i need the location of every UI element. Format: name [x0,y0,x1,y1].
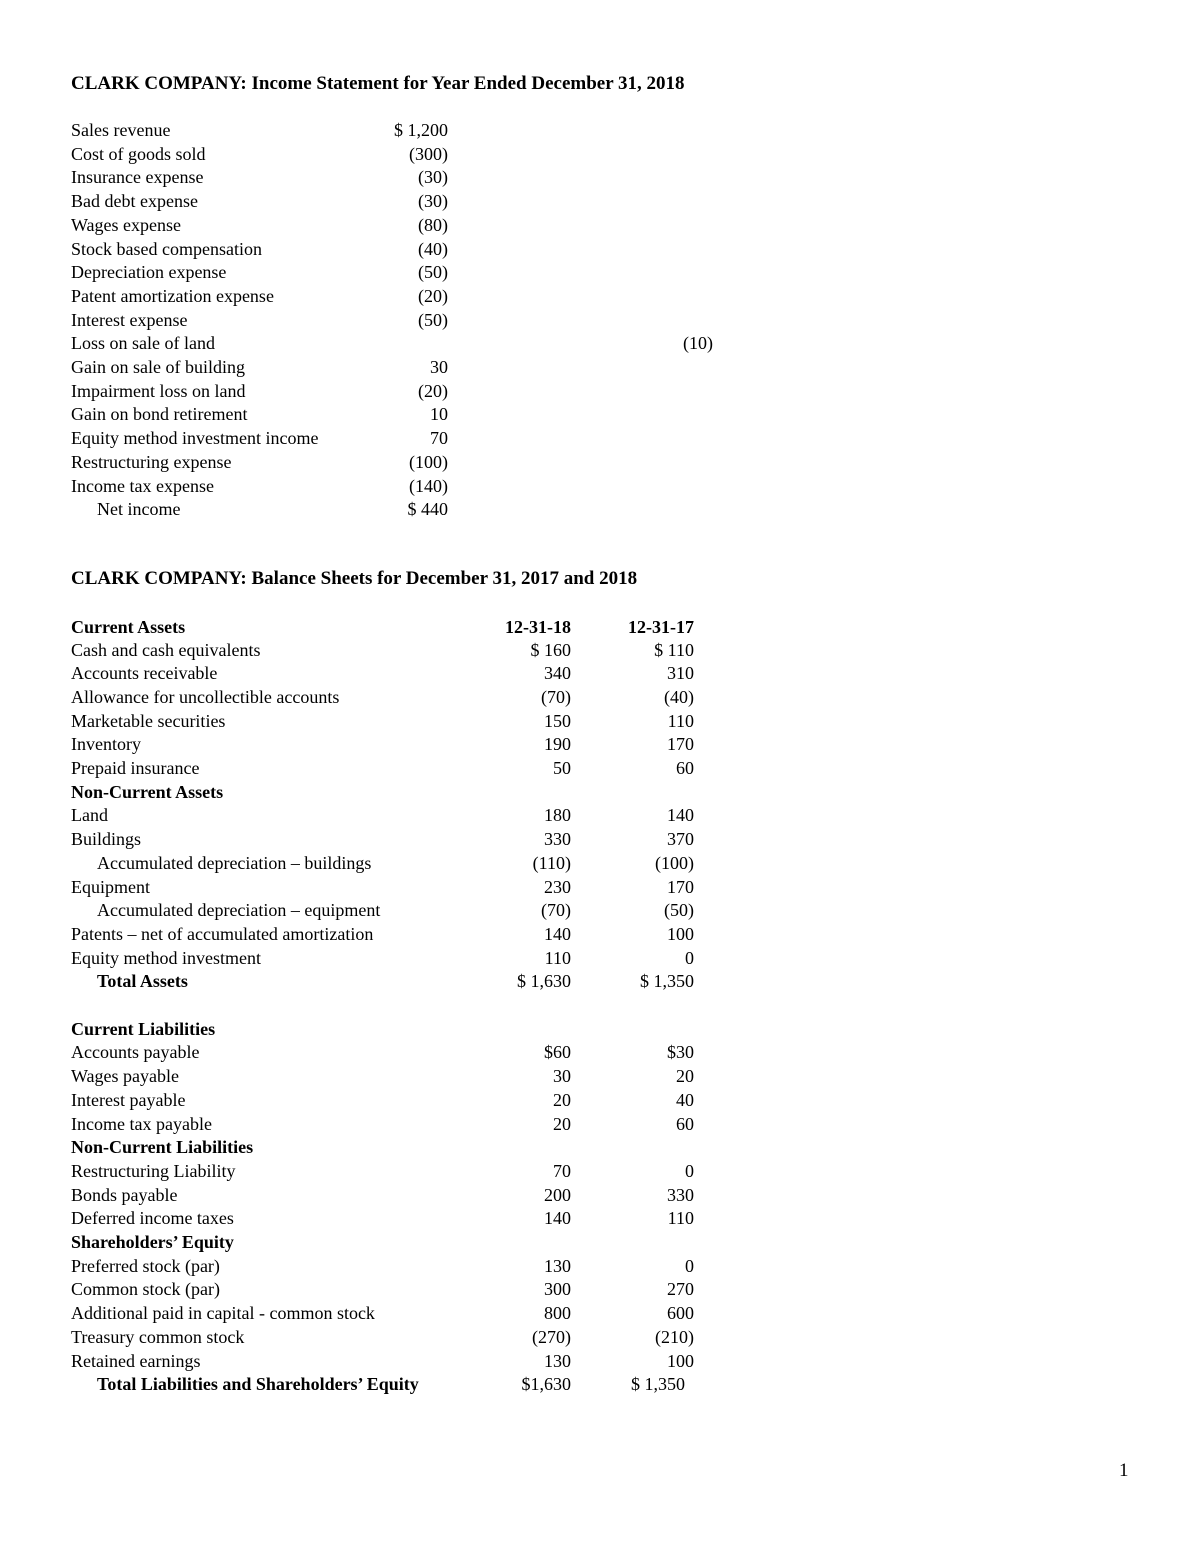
table-row [71,285,751,309]
row-value: 190 [544,734,571,755]
table-row [71,804,751,828]
row-value: 270 [667,1279,694,1300]
row-value: 330 [544,829,571,850]
table-row [71,899,751,923]
row-label: Wages payable [71,1066,179,1087]
row-value: 50 [553,758,571,778]
row-value: $ 1,350 [640,971,694,992]
row-value: 20 [553,1113,571,1134]
table-row [71,1065,751,1089]
table-row [71,1184,751,1208]
table-row [71,1113,751,1137]
income-statement-title: CLARK COMPANY: Income Statement for Year Ended December 31, 2018 [71,73,685,94]
row-value: 800 [544,1303,571,1324]
row-value: 170 [667,734,694,755]
row-value: 20 [676,1066,694,1087]
row-label: Retained earnings [71,1350,201,1371]
row-value: $ 440 [407,499,448,520]
row-value: 140 [544,923,571,944]
row-value: (100) [655,852,694,873]
table-row [71,1018,751,1042]
table-row [71,475,751,499]
table-row [71,332,751,356]
table-row [71,1136,751,1160]
row-value: 110 [667,710,694,731]
total-label: Total Liabilities and Shareholders’ Equity [97,1374,419,1395]
table-row [71,1278,751,1302]
row-label: Marketable securities [71,710,226,731]
table-row [71,143,751,167]
row-label: Loss on sale of land [71,333,215,354]
row-label: Land [71,805,108,826]
table-row [71,1160,751,1184]
table-row [71,261,751,285]
row-value: 100 [667,1350,694,1371]
table-row [71,970,751,994]
table-row [71,947,751,971]
row-value: $60 [544,1042,571,1063]
row-label: Prepaid insurance [71,758,200,778]
table-row [71,828,751,852]
row-value: $ 110 [654,639,694,660]
table-row [71,380,751,404]
row-value: (70) [541,900,571,921]
row-label: Cost of goods sold [71,143,206,164]
row-value: 70 [553,1160,571,1181]
row-label: Patents – net of accumulated amortization [71,923,374,944]
table-row [71,451,751,475]
page-number: 1 [1119,1460,1129,1481]
row-value: 110 [667,1208,694,1229]
row-label: Interest expense [71,309,188,330]
row-label: Impairment loss on land [71,380,246,401]
table-row [71,238,751,262]
row-label: Net income [97,499,181,520]
row-label: Patent amortization expense [71,285,274,306]
row-label: Income tax payable [71,1113,212,1134]
row-label: Preferred stock (par) [71,1255,220,1276]
table-row [71,686,751,710]
row-value: (10) [683,333,713,354]
table-row [71,662,751,686]
row-value: 30 [430,357,448,377]
column-header: 12-31-18 [505,617,571,637]
row-value: 150 [544,710,571,731]
table-header-row [71,616,751,640]
table-row [71,710,751,734]
row-value: 180 [544,805,571,826]
section-heading: Non-Current Liabilities [71,1137,254,1158]
row-label: Gain on sale of building [71,357,245,377]
row-label: Inventory [71,734,141,755]
table-row [71,876,751,900]
row-value: 140 [667,805,694,826]
row-value: 200 [544,1184,571,1205]
table-row [71,923,751,947]
row-value: 100 [667,923,694,944]
row-value: (50) [418,262,448,283]
row-label: Accumulated depreciation – buildings [97,852,372,873]
row-value: (40) [664,686,694,707]
row-value: 330 [667,1184,694,1205]
row-label: Equipment [71,876,150,897]
table-row [71,1089,751,1113]
row-label: Buildings [71,829,142,850]
row-label: Accounts payable [71,1042,200,1063]
row-value: (70) [541,686,571,707]
row-label: Income tax expense [71,475,214,496]
table-row [71,1255,751,1279]
row-value: 130 [544,1350,571,1371]
row-label: Equity method investment [71,947,261,968]
table-row [71,166,751,190]
row-label: Restructuring expense [71,451,232,472]
row-value: 140 [544,1208,571,1229]
row-value: 60 [676,1113,694,1134]
column-header: 12-31-17 [628,617,694,637]
row-value: 30 [553,1066,571,1087]
row-value: (140) [409,475,448,496]
section-heading: Shareholders’ Equity [71,1232,234,1252]
row-label: Additional paid in capital - common stock [71,1303,375,1324]
row-value: 600 [667,1303,694,1324]
row-value: 110 [544,947,571,968]
row-value: 10 [430,404,448,425]
table-row [71,1350,751,1374]
row-value: 70 [430,428,448,449]
table-row [71,852,751,876]
table-row [71,403,751,427]
section-heading: Non-Current Assets [71,781,224,802]
row-value: (30) [418,167,448,188]
row-value: 370 [667,829,694,850]
table-row [71,1231,751,1255]
row-label: Common stock (par) [71,1279,220,1300]
row-label: Gain on bond retirement [71,404,248,425]
table-row [71,190,751,214]
row-value: 300 [544,1279,571,1300]
table-row [71,119,751,143]
row-value: (20) [418,285,448,306]
section-heading: Current Liabilities [71,1018,216,1039]
row-label: Restructuring Liability [71,1160,236,1181]
row-label: Accounts receivable [71,663,218,684]
row-value: 0 [685,1255,694,1276]
row-label: Cash and cash equivalents [71,639,261,660]
row-label: Allowance for uncollectible accounts [71,686,340,707]
total-label: Total Assets [97,971,188,992]
row-value: (50) [418,309,448,330]
row-value: (20) [418,380,448,401]
row-label: Equity method investment income [71,428,319,449]
table-row [71,757,751,781]
table-row [71,781,751,805]
row-value: 20 [553,1089,571,1110]
row-value: 230 [544,876,571,897]
row-value: $ 1,200 [394,120,448,140]
row-label: Interest payable [71,1089,186,1110]
table-row [71,498,751,522]
row-value: $ 160 [530,639,571,660]
row-value: (270) [532,1326,571,1347]
row-label: Stock based compensation [71,238,262,259]
table-row [71,1373,751,1397]
row-value: 40 [676,1089,694,1110]
row-value: 0 [685,947,694,968]
row-label: Accumulated depreciation – equipment [97,900,381,921]
row-value: $30 [667,1042,694,1063]
row-label: Bonds payable [71,1184,178,1205]
row-value: 0 [685,1160,694,1181]
table-row [71,1207,751,1231]
row-value: (100) [409,451,448,472]
row-value: $1,630 [521,1374,571,1395]
table-row [71,1302,751,1326]
balance-sheet-title: CLARK COMPANY: Balance Sheets for December 31, 2017 and 2018 [71,568,638,589]
section-heading: Current Assets [71,617,186,637]
row-value: 170 [667,876,694,897]
row-value: 310 [667,663,694,684]
row-value: 130 [544,1255,571,1276]
row-value: (210) [655,1326,694,1347]
table-row [71,427,751,451]
table-row [71,639,751,663]
table-row [71,733,751,757]
table-row [71,214,751,238]
row-value: 340 [544,663,571,684]
row-label: Depreciation expense [71,262,227,283]
row-value: (110) [532,852,571,873]
row-value: $ 1,630 [517,971,571,992]
row-label: Insurance expense [71,167,204,188]
row-label: Bad debt expense [71,191,198,212]
row-value: (50) [664,900,694,921]
row-value: (300) [409,143,448,164]
row-label: Wages expense [71,214,182,235]
row-value: $ 1,350 [631,1374,685,1395]
table-row [71,1326,751,1350]
table-row [71,1041,751,1065]
row-label: Deferred income taxes [71,1208,234,1229]
row-value: (80) [418,214,448,235]
table-row [71,309,751,333]
row-label: Treasury common stock [71,1326,245,1347]
row-value: (30) [418,191,448,212]
table-row [71,356,751,380]
row-value: (40) [418,238,448,259]
row-value: 60 [676,758,694,778]
row-label: Sales revenue [71,120,171,140]
